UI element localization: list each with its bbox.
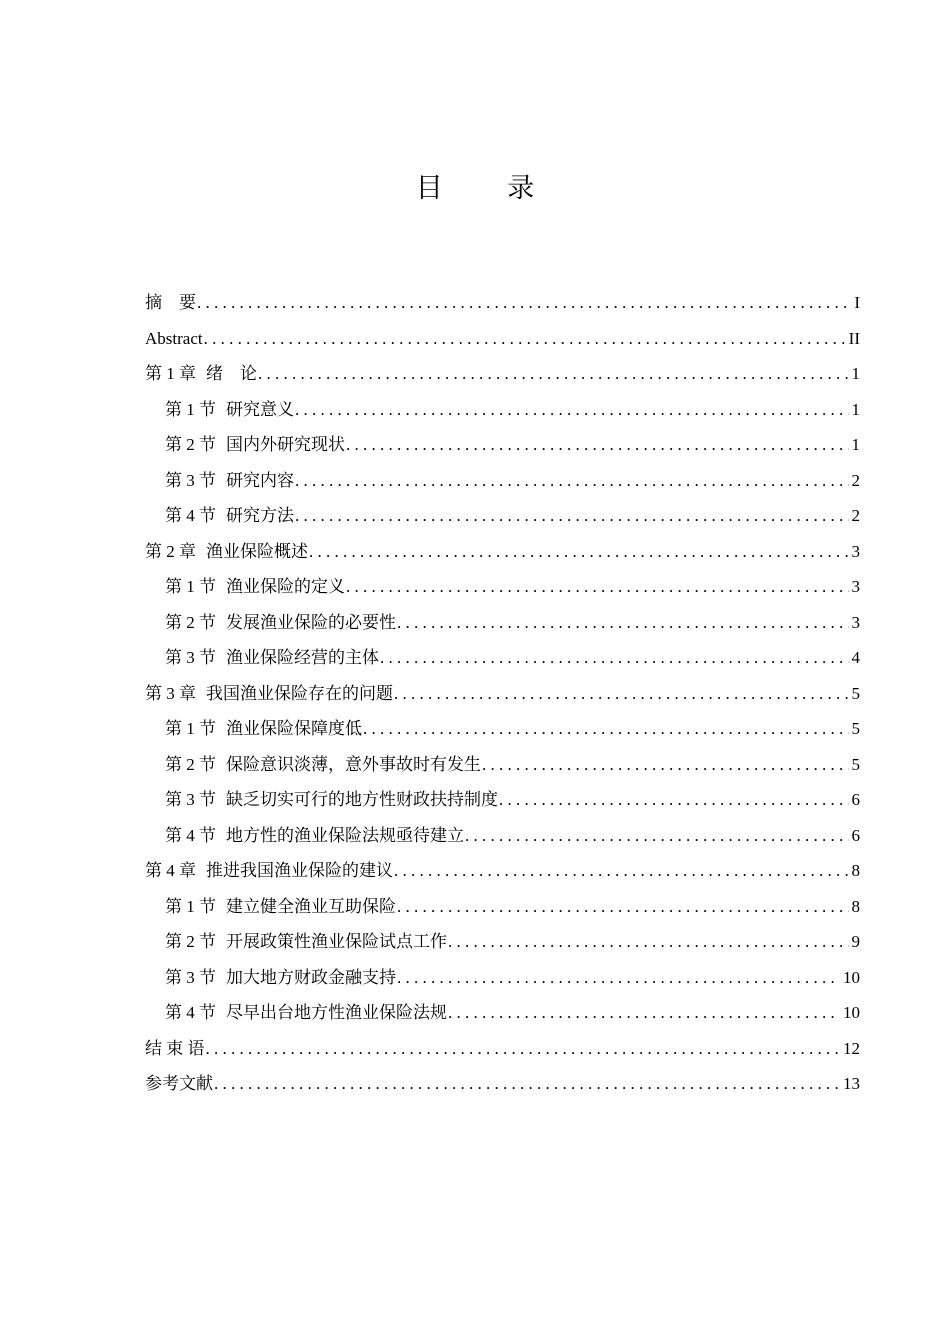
toc-page-number: 13 <box>843 1074 860 1093</box>
toc-dot-leader <box>309 534 849 570</box>
toc-entry[interactable] <box>145 711 860 747</box>
toc-entry-text: 地方性的渔业保险法规亟待建立 <box>226 825 464 845</box>
toc-entry[interactable] <box>145 995 860 1031</box>
toc-entry-text: 推进我国渔业保险的建议 <box>206 861 393 880</box>
toc-entry-text: 保险意识淡薄，意外事故时有发生 <box>226 754 481 774</box>
toc-entry-label <box>165 782 498 818</box>
toc-page-number: 5 <box>851 719 860 738</box>
toc-page-number: 8 <box>851 861 860 880</box>
toc-entry-label <box>145 1066 213 1102</box>
toc-entry-text: 发展渔业保险的必要性 <box>226 612 396 632</box>
toc-entry-text: 研究意义 <box>226 399 294 419</box>
toc-entry-number: 第 3 节 <box>165 967 216 987</box>
toc-entry-number: 第 1 节 <box>165 719 216 738</box>
toc-entry[interactable] <box>145 818 860 854</box>
toc-dot-leader <box>448 924 849 960</box>
toc-entry[interactable] <box>145 640 860 676</box>
toc-entry-text: 参考文献 <box>145 1074 213 1093</box>
toc-dot-leader <box>206 1031 841 1067</box>
toc-page-number: 6 <box>851 825 860 845</box>
toc-entry-text: 摘 要 <box>145 293 196 312</box>
toc-page-number: 3 <box>851 612 860 632</box>
toc-entry-number: 第 2 节 <box>165 932 216 951</box>
toc-dot-leader <box>295 463 849 499</box>
toc-entry-text: 渔业保险的定义 <box>226 577 345 596</box>
toc-entry[interactable] <box>145 392 860 428</box>
toc-entry-text: 研究内容 <box>226 470 294 490</box>
toc-entry-label <box>165 463 294 499</box>
toc-entry-label <box>165 747 481 783</box>
toc-entry-label <box>165 889 396 925</box>
toc-entry-text: 研究方法 <box>226 506 294 525</box>
toc-page-number: 5 <box>851 754 860 774</box>
toc-page-number: 2 <box>851 506 860 525</box>
toc-entry-label <box>165 818 464 854</box>
toc-entry-label <box>145 676 393 712</box>
toc-entry-label <box>145 321 203 357</box>
toc-dot-leader <box>346 427 849 463</box>
toc-page-number: 1 <box>851 364 860 383</box>
toc-page-number: 6 <box>851 790 860 809</box>
toc-dot-leader <box>397 605 849 641</box>
toc-dot-leader <box>499 782 849 818</box>
toc-dot-leader <box>394 853 849 889</box>
toc-entry[interactable] <box>145 960 860 996</box>
toc-dot-leader <box>448 995 840 1031</box>
toc-dot-leader <box>197 285 851 321</box>
toc-entry[interactable] <box>145 498 860 534</box>
toc-page-number: I <box>854 293 860 312</box>
toc-entry-number: 第 2 节 <box>165 612 216 632</box>
toc-page-number: 3 <box>851 577 860 596</box>
toc-entry-label <box>165 924 447 960</box>
toc-entry-number: 第 4 章 <box>145 861 196 880</box>
toc-dot-leader <box>482 747 849 783</box>
toc-dot-leader <box>295 498 849 534</box>
toc-entry-label <box>165 640 379 676</box>
toc-entry-label <box>145 534 308 570</box>
toc-entry[interactable] <box>145 569 860 605</box>
toc-entry-label <box>165 711 362 747</box>
toc-entry-label <box>165 498 294 534</box>
toc-entry-number: 第 2 节 <box>165 435 216 454</box>
toc-entry-text: 渔业保险经营的主体 <box>226 648 379 667</box>
toc-entry[interactable] <box>145 321 860 357</box>
toc-entry-text: 开展政策性渔业保险试点工作 <box>226 932 447 951</box>
toc-dot-leader <box>204 321 846 357</box>
toc-entry-number: 第 4 节 <box>165 825 216 845</box>
toc-dot-leader <box>465 818 849 854</box>
toc-entry-text: 我国渔业保险存在的问题 <box>206 683 393 703</box>
toc-entry-label <box>165 960 396 996</box>
toc-entry[interactable] <box>145 534 860 570</box>
toc-entry-label <box>145 285 196 321</box>
toc-entry-text: 缺乏切实可行的地方性财政扶持制度 <box>226 790 498 809</box>
toc-entry-number: 第 3 章 <box>145 683 196 703</box>
toc-entry[interactable] <box>145 356 860 392</box>
toc-page-number: II <box>848 328 860 348</box>
toc-entry-number: 第 2 节 <box>165 754 216 774</box>
toc-entry-text: 国内外研究现状 <box>226 435 345 454</box>
toc-page-number: 10 <box>843 967 860 987</box>
toc-entry-label <box>145 853 393 889</box>
toc-entry[interactable] <box>145 782 860 818</box>
toc-page-number: 9 <box>851 932 860 951</box>
toc-entry[interactable] <box>145 676 860 712</box>
toc-dot-leader <box>214 1066 840 1102</box>
toc-page-number: 5 <box>851 683 860 703</box>
toc-entry[interactable] <box>145 924 860 960</box>
toc-dot-leader <box>397 960 840 996</box>
toc-entry-label <box>165 569 345 605</box>
toc-entry[interactable] <box>145 285 860 321</box>
toc-entry-text: 加大地方财政金融支持 <box>226 967 396 987</box>
toc-page-number: 12 <box>843 1038 860 1058</box>
toc-entry-label <box>165 427 345 463</box>
toc-entry-label <box>145 1031 205 1067</box>
toc-entry-text: 渔业保险保障度低 <box>226 719 362 738</box>
toc-entry-text: 建立健全渔业互助保险 <box>226 896 396 916</box>
toc-entry[interactable] <box>145 427 860 463</box>
toc-entry[interactable] <box>145 1066 860 1102</box>
toc-dot-leader <box>258 356 849 392</box>
toc-dot-leader <box>394 676 849 712</box>
toc-entry-number: 第 4 节 <box>165 506 216 525</box>
table-of-contents <box>145 285 860 1102</box>
toc-page-number: 1 <box>851 399 860 419</box>
toc-entry-text: 渔业保险概述 <box>206 541 308 561</box>
toc-entry[interactable] <box>145 1031 860 1067</box>
toc-page-number: 8 <box>851 896 860 916</box>
toc-entry-number: 第 3 节 <box>165 470 216 490</box>
toc-entry[interactable] <box>145 463 860 499</box>
toc-entry-number: 第 2 章 <box>145 541 196 561</box>
toc-page-number: 2 <box>851 470 860 490</box>
toc-dot-leader <box>363 711 849 747</box>
toc-entry-text: Abstract <box>145 328 203 348</box>
toc-entry-text: 结 束 语 <box>145 1038 205 1058</box>
toc-entry-number: 第 1 章 <box>145 364 196 383</box>
toc-entry[interactable] <box>145 889 860 925</box>
toc-entry[interactable] <box>145 605 860 641</box>
toc-entry-label <box>165 605 396 641</box>
toc-page-number: 4 <box>851 648 860 667</box>
toc-entry-label <box>165 995 447 1031</box>
toc-page-number: 1 <box>851 435 860 454</box>
toc-dot-leader <box>346 569 849 605</box>
toc-entry-label <box>145 356 257 392</box>
toc-entry-number: 第 3 节 <box>165 648 216 667</box>
toc-dot-leader <box>380 640 849 676</box>
toc-entry-text: 绪 论 <box>206 364 257 383</box>
toc-entry-number: 第 1 节 <box>165 577 216 596</box>
toc-entry-number: 第 3 节 <box>165 790 216 809</box>
toc-entry[interactable] <box>145 747 860 783</box>
page-title: 目 录 <box>415 173 563 204</box>
toc-entry-text: 尽早出台地方性渔业保险法规 <box>226 1003 447 1022</box>
toc-dot-leader <box>397 889 849 925</box>
toc-page-number: 10 <box>843 1003 860 1022</box>
toc-entry-number: 第 1 节 <box>165 399 216 419</box>
toc-entry[interactable] <box>145 853 860 889</box>
toc-entry-number: 第 1 节 <box>165 896 216 916</box>
toc-page-number: 3 <box>851 541 860 561</box>
toc-entry-number: 第 4 节 <box>165 1003 216 1022</box>
toc-entry-label <box>165 392 294 428</box>
toc-dot-leader <box>295 392 849 428</box>
